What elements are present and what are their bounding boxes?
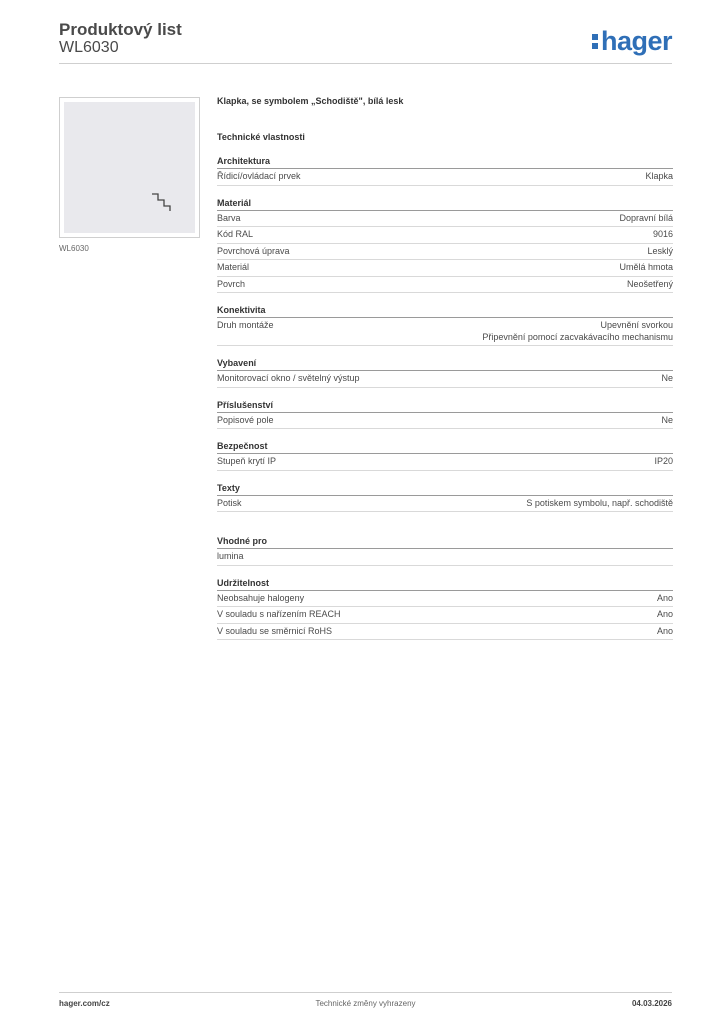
spec-value bbox=[627, 279, 673, 291]
spec-value bbox=[657, 609, 673, 621]
spec-label: Potisk bbox=[217, 497, 242, 508]
spec-section bbox=[217, 578, 673, 641]
footer-date: 04.03.2026 bbox=[631, 999, 672, 1008]
spec-row bbox=[217, 591, 673, 608]
stairs-icon bbox=[151, 190, 177, 212]
logo-dots-icon bbox=[591, 31, 601, 51]
spec-section bbox=[217, 483, 673, 513]
spec-value bbox=[661, 373, 673, 385]
technical-properties-title: Technické vlastnosti bbox=[217, 132, 305, 142]
section-title: Texty bbox=[217, 483, 673, 496]
spec-value-line bbox=[670, 551, 673, 563]
spec-row bbox=[217, 211, 673, 228]
spec-value-line: IP20 bbox=[654, 456, 673, 466]
image-caption: WL6030 bbox=[59, 244, 89, 253]
spec-label: Stupeň krytí IP bbox=[217, 456, 277, 466]
spec-value-line: Neošetřený bbox=[626, 278, 673, 289]
spec-label: Barva bbox=[217, 212, 241, 223]
specifications bbox=[217, 96, 673, 652]
spec-label: Povrchová úprava bbox=[217, 245, 290, 256]
footer-website[interactable]: hager.com/cz bbox=[59, 999, 110, 1008]
spec-row bbox=[217, 277, 673, 294]
spec-label: lumina bbox=[217, 551, 244, 561]
spec-row bbox=[217, 318, 673, 346]
spec-label: Monitorovací okno / světelný výstup bbox=[217, 373, 360, 383]
section-title: Vhodné pro bbox=[217, 536, 673, 549]
spec-row bbox=[217, 549, 673, 566]
section-title: Materiál bbox=[217, 198, 673, 211]
spec-value-line: 9016 bbox=[652, 229, 673, 239]
spec-value-line: Ano bbox=[656, 625, 673, 636]
section-title: Architektura bbox=[217, 156, 673, 169]
spec-value-line: Ano bbox=[656, 609, 673, 619]
footer-disclaimer: Technické změny vyhrazeny bbox=[315, 999, 416, 1008]
spec-value-line: Ne bbox=[661, 414, 673, 425]
spec-label: Neobsahuje halogeny bbox=[217, 592, 305, 603]
spec-label: V souladu s nařízením REACH bbox=[217, 609, 341, 619]
product-code: WL6030 bbox=[59, 39, 119, 56]
spec-section bbox=[217, 536, 673, 566]
spec-value bbox=[670, 551, 673, 563]
spec-label: Povrch bbox=[217, 278, 246, 289]
spec-section bbox=[217, 358, 673, 388]
spec-section bbox=[217, 305, 673, 346]
spec-value-line: Lesklý bbox=[647, 245, 673, 256]
footer-divider bbox=[59, 992, 672, 993]
spec-row bbox=[217, 371, 673, 388]
section-title: Udržitelnost bbox=[217, 578, 673, 591]
spec-value-line: Ne bbox=[661, 373, 673, 383]
spec-value bbox=[661, 415, 673, 427]
spec-value-line: Umělá hmota bbox=[619, 262, 673, 272]
section-title: Bezpečnost bbox=[217, 441, 673, 454]
section-title: Vybavení bbox=[217, 358, 673, 371]
header-divider bbox=[59, 63, 672, 64]
section-title: Konektivita bbox=[217, 305, 673, 318]
spec-row bbox=[217, 244, 673, 261]
spec-label: Řídicí/ovládací prvek bbox=[217, 171, 301, 181]
spec-sections bbox=[217, 156, 673, 640]
spec-value bbox=[619, 262, 673, 274]
product-plate bbox=[64, 102, 195, 233]
spec-row bbox=[217, 454, 673, 471]
spec-value bbox=[482, 320, 673, 343]
spec-row bbox=[217, 496, 673, 513]
product-description: Klapka, se symbolem „Schodiště", bílá lesk bbox=[217, 96, 404, 106]
logo-text: hager bbox=[600, 26, 672, 56]
section-title: Příslušenství bbox=[217, 400, 673, 413]
spec-row bbox=[217, 607, 673, 624]
spec-row bbox=[217, 260, 673, 277]
spec-value bbox=[619, 213, 673, 225]
spec-value-line: Klapka bbox=[645, 171, 673, 181]
spec-row bbox=[217, 624, 673, 641]
spec-value-line: Dopravní bílá bbox=[619, 212, 673, 223]
spec-value-line: S potiskem symbolu, např. schodiště bbox=[526, 497, 673, 508]
spec-value bbox=[526, 498, 673, 510]
spec-value bbox=[654, 456, 673, 468]
spec-value bbox=[657, 593, 673, 605]
spec-row bbox=[217, 227, 673, 244]
spec-section bbox=[217, 156, 673, 186]
spec-section bbox=[217, 198, 673, 294]
spec-label: Kód RAL bbox=[217, 229, 254, 239]
spec-value-line: Připevnění pomocí zacvakávacího mechanismu bbox=[482, 331, 673, 342]
spec-value bbox=[657, 626, 673, 638]
spec-value bbox=[653, 229, 673, 241]
page-title: Produktový list bbox=[59, 20, 182, 39]
spec-section bbox=[217, 441, 673, 471]
spec-label: Popisové pole bbox=[217, 414, 274, 425]
spec-label: V souladu se směrnicí RoHS bbox=[217, 625, 333, 636]
spec-value bbox=[647, 246, 673, 258]
hager-logo bbox=[591, 26, 672, 56]
spec-label: Materiál bbox=[217, 262, 250, 272]
spec-value-line: Ano bbox=[656, 592, 673, 603]
spec-value bbox=[645, 171, 673, 183]
spec-row bbox=[217, 169, 673, 186]
spec-value-line: Upevnění svorkou bbox=[600, 320, 673, 330]
spec-section bbox=[217, 400, 673, 430]
spec-label: Druh montáže bbox=[217, 320, 274, 330]
product-image bbox=[59, 97, 200, 238]
spec-row bbox=[217, 413, 673, 430]
